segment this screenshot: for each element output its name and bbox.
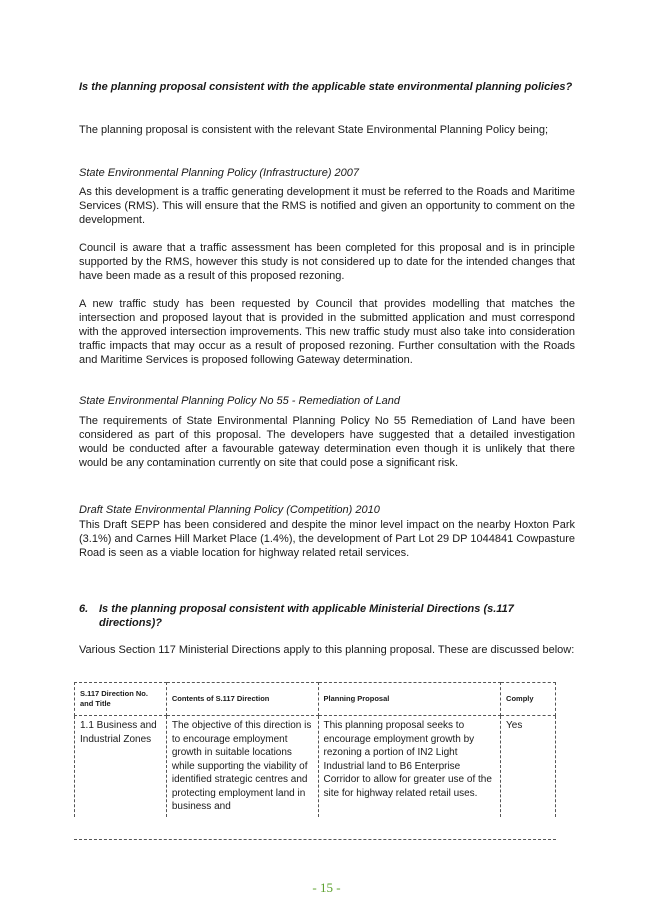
heading-number: 6. <box>79 603 89 615</box>
sepp55-paragraph: The requirements of State Environmental Planning Policy No 55 Remediation of Land have been considered as part of this proposal. The developers have suggested that a detailed investigation would be conducted after a favourable gateway determination even though it is unlikely that there would be any contamination currently on site that could pose a significant risk. <box>79 415 575 469</box>
intro-paragraph: The planning proposal is consistent with the relevant State Environmental Planning Policy being; <box>79 124 548 136</box>
sepp-infrastructure-paragraph-2: Council is aware that a traffic assessment has been completed for this proposal and is in principle supported by the RMS, however this study is not considered up to date for the intended changes that have been made as a result of this proposed rezoning. <box>79 242 575 282</box>
ministerial-directions-paragraph: Various Section 117 Ministerial Directions apply to this planning proposal. These are discussed below: <box>79 644 575 656</box>
column-header: Comply <box>501 683 556 716</box>
table-cell-direction: 1.1 Business and Industrial Zones <box>75 716 167 817</box>
table-cell-contents: The objective of this direction is to encourage employment growth in suitable locations while supporting the viability of identified strategic centres and protecting employment land in business and <box>166 716 318 817</box>
sepp-infrastructure-title: State Environmental Planning Policy (Infrastructure) 2007 <box>79 167 360 179</box>
sepp55-title: State Environmental Planning Policy No 55 - Remediation of Land <box>79 395 401 407</box>
column-header: S.117 Direction No. and Title <box>75 683 167 716</box>
table-bottom-border <box>74 839 556 840</box>
column-header: Planning Proposal <box>318 683 501 716</box>
table-cell-proposal: This planning proposal seeks to encourage employment growth by rezoning a portion of IN2 Light Industrial land to B6 Enterprise Corridor to allow for greater use of the site for highway related retail uses. <box>318 716 501 817</box>
sepp-infrastructure-paragraph-3: A new traffic study has been requested by Council that provides modelling that matches the intersection and proposed layout that is provided in the submitted application and must correspond with the approved intersection improvements. This new traffic study must also take into consideration traffic impacts that may occur as a result of proposed rezoning. Further consultation with the Roads and Maritime Services is proposed following Gateway determination. <box>79 298 575 366</box>
table-header-row <box>75 683 556 716</box>
draft-sepp-title: Draft State Environmental Planning Policy (Competition) 2010 <box>79 504 380 516</box>
column-header: Contents of S.117 Direction <box>166 683 318 716</box>
s117-directions-table <box>74 682 556 817</box>
state-policies-question-heading: Is the planning proposal consistent with the applicable state environmental planning policies? <box>79 81 573 93</box>
table-row <box>75 716 556 817</box>
ministerial-directions-heading <box>79 602 575 630</box>
page-number: - 15 - <box>312 880 341 895</box>
sepp-infrastructure-paragraph-1: As this development is a traffic generating development it must be referred to the Roads and Maritime Services (RMS). This will ensure that the RMS is notified and given an opportunity to comment on the development. <box>79 186 575 226</box>
table-cell-comply: Yes <box>501 716 556 817</box>
draft-sepp-paragraph: This Draft SEPP has been considered and despite the minor level impact on the nearby Hoxton Park (3.1%) and Carnes Hill Market Place (1.4%), the development of Part Lot 29 DP 1044841 Cowpasture Road is seen as a viable location for highway related retail services. <box>79 519 575 559</box>
heading-text: Is the planning proposal consistent with applicable Ministerial Directions (s.117 directions)? <box>99 603 514 629</box>
